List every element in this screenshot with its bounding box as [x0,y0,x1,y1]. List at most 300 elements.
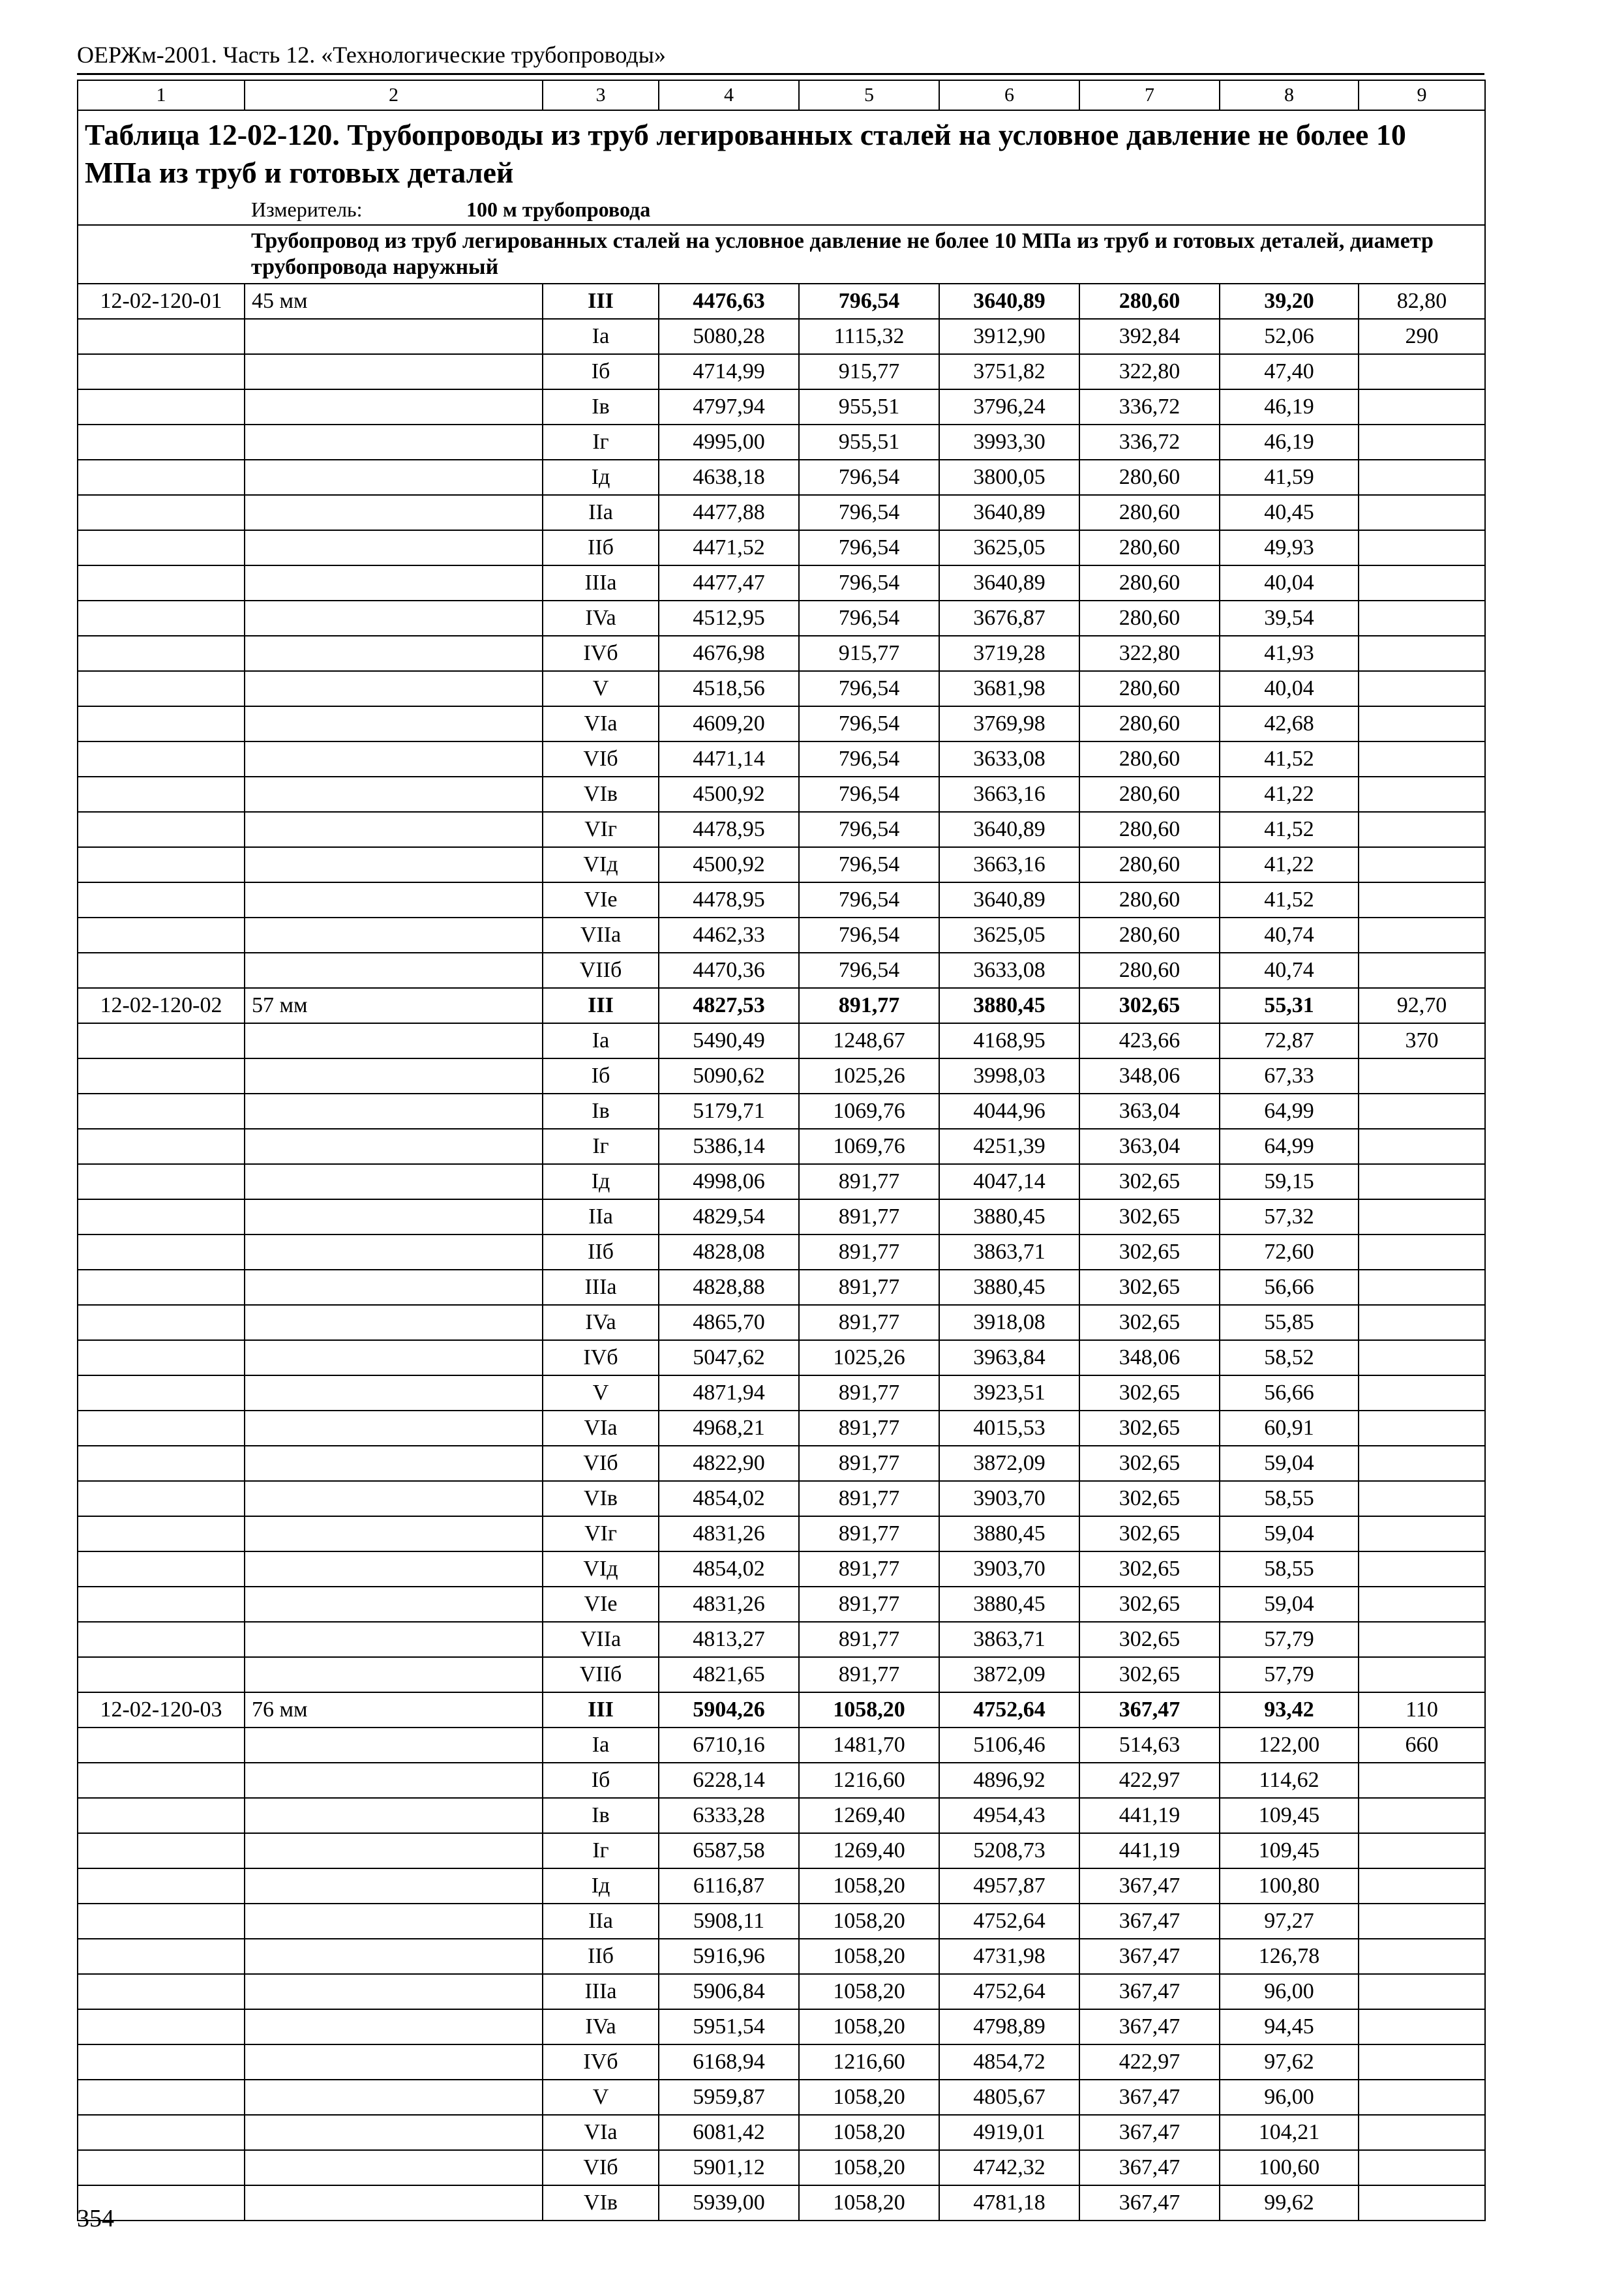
region-zone: Iб [543,1058,659,1094]
labor-hours [1359,2185,1485,2221]
region-zone: IIa [543,1199,659,1234]
labor-cost: 1481,70 [799,1728,939,1763]
total-cost: 6710,16 [659,1728,799,1763]
region-zone: IIIa [543,1974,659,2009]
region-zone: IIIa [543,565,659,601]
machine-cost: 4957,87 [939,1868,1079,1904]
materials-cost: 56,66 [1220,1270,1359,1305]
labor-hours [1359,1058,1485,1094]
region-zone: Iг [543,1129,659,1164]
materials-cost: 41,52 [1220,741,1359,777]
machine-cost: 3880,45 [939,1199,1079,1234]
materials-cost: 104,21 [1220,2115,1359,2150]
total-cost: 4829,54 [659,1199,799,1234]
pipe-diameter [245,2185,543,2221]
table-row [78,882,1485,918]
rate-code [78,2150,245,2185]
machine-cost: 4731,98 [939,1939,1079,1974]
labor-hours [1359,1340,1485,1375]
table-row [78,1763,1485,1798]
machine-cost: 3880,45 [939,1270,1079,1305]
operator-wage: 280,60 [1079,460,1220,495]
rate-code [78,882,245,918]
operator-wage: 302,65 [1079,1551,1220,1587]
region-zone: IVa [543,601,659,636]
labor-hours [1359,460,1485,495]
total-cost: 4518,56 [659,671,799,706]
materials-cost: 109,45 [1220,1833,1359,1868]
total-cost: 5959,87 [659,2080,799,2115]
pipe-diameter [245,1270,543,1305]
materials-cost: 57,32 [1220,1199,1359,1234]
table-row [78,1481,1485,1516]
rate-code [78,460,245,495]
operator-wage: 367,47 [1079,2115,1220,2150]
materials-cost: 47,40 [1220,354,1359,389]
total-cost: 4462,33 [659,918,799,953]
materials-cost: 97,27 [1220,1904,1359,1939]
table-row [78,1798,1485,1833]
region-zone: IVб [543,636,659,671]
table-title-row [78,110,1485,194]
region-zone: III [543,284,659,319]
table-row [78,1340,1485,1375]
total-cost: 6081,42 [659,2115,799,2150]
labor-cost: 796,54 [799,284,939,319]
labor-cost: 796,54 [799,777,939,812]
total-cost: 6168,94 [659,2044,799,2080]
machine-cost: 3681,98 [939,671,1079,706]
operator-wage: 302,65 [1079,1481,1220,1516]
materials-cost: 100,80 [1220,1868,1359,1904]
labor-hours [1359,1622,1485,1657]
rate-code [78,1446,245,1481]
labor-cost: 891,77 [799,1481,939,1516]
table-row [78,284,1485,319]
rate-code [78,847,245,882]
pipe-diameter [245,460,543,495]
table-row [78,1692,1485,1728]
table-row [78,1516,1485,1551]
region-zone: Ia [543,1023,659,1058]
materials-cost: 46,19 [1220,389,1359,425]
rate-code [78,1728,245,1763]
table-row [78,2044,1485,2080]
materials-cost: 59,04 [1220,1446,1359,1481]
rate-code [78,1411,245,1446]
labor-cost: 891,77 [799,1375,939,1411]
total-cost: 4827,53 [659,988,799,1023]
machine-cost: 3918,08 [939,1305,1079,1340]
pipe-diameter [245,1939,543,1974]
table-row [78,495,1485,530]
pipe-diameter [245,882,543,918]
region-zone: VIIб [543,1657,659,1692]
region-zone: IIб [543,1234,659,1270]
region-zone: Iд [543,1164,659,1199]
total-cost: 4821,65 [659,1657,799,1692]
materials-cost: 55,31 [1220,988,1359,1023]
region-zone: Iб [543,1763,659,1798]
table-row [78,1446,1485,1481]
region-zone: IIб [543,1939,659,1974]
header-rule [77,73,1484,75]
region-zone: Iв [543,1798,659,1833]
total-cost: 4828,08 [659,1234,799,1270]
labor-cost: 891,77 [799,1657,939,1692]
labor-cost: 1269,40 [799,1798,939,1833]
operator-wage: 302,65 [1079,1446,1220,1481]
operator-wage: 280,60 [1079,882,1220,918]
pipe-diameter [245,2080,543,2115]
labor-hours [1359,812,1485,847]
operator-wage: 348,06 [1079,1340,1220,1375]
labor-cost: 796,54 [799,812,939,847]
labor-hours [1359,671,1485,706]
operator-wage: 302,65 [1079,1199,1220,1234]
materials-cost: 93,42 [1220,1692,1359,1728]
machine-cost: 4752,64 [939,1904,1079,1939]
table-row [78,425,1485,460]
materials-cost: 96,00 [1220,1974,1359,2009]
machine-cost: 3880,45 [939,1516,1079,1551]
operator-wage: 441,19 [1079,1833,1220,1868]
operator-wage: 302,65 [1079,1657,1220,1692]
region-zone: IVб [543,1340,659,1375]
page-number: 354 [77,2205,114,2232]
column-number: 5 [799,80,939,110]
materials-cost: 58,55 [1220,1551,1359,1587]
operator-wage: 367,47 [1079,1868,1220,1904]
labor-hours [1359,706,1485,741]
labor-cost: 796,54 [799,460,939,495]
pipe-diameter [245,1622,543,1657]
pipe-diameter [245,1446,543,1481]
labor-hours [1359,1904,1485,1939]
rate-code [78,1129,245,1164]
operator-wage: 280,60 [1079,847,1220,882]
operator-wage: 363,04 [1079,1129,1220,1164]
region-zone: Iб [543,354,659,389]
table-row [78,1622,1485,1657]
rate-code [78,1094,245,1129]
labor-cost: 796,54 [799,882,939,918]
labor-cost: 891,77 [799,1164,939,1199]
pipe-diameter [245,2044,543,2080]
materials-cost: 41,93 [1220,636,1359,671]
total-cost: 4854,02 [659,1481,799,1516]
table-row [78,565,1485,601]
labor-hours: 110 [1359,1692,1485,1728]
table-row [78,1411,1485,1446]
pipe-diameter [245,1164,543,1199]
table-row [78,1657,1485,1692]
rate-code [78,1868,245,1904]
pipe-diameter [245,1375,543,1411]
materials-cost: 52,06 [1220,319,1359,354]
labor-cost: 1216,60 [799,1763,939,1798]
materials-cost: 114,62 [1220,1763,1359,1798]
region-zone: VIг [543,1516,659,1551]
region-zone: IVб [543,2044,659,2080]
column-number: 3 [543,80,659,110]
table-row [78,1058,1485,1094]
pipe-diameter: 76 мм [245,1692,543,1728]
labor-hours: 92,70 [1359,988,1485,1023]
region-zone: V [543,671,659,706]
total-cost: 5047,62 [659,1340,799,1375]
machine-cost: 3640,89 [939,565,1079,601]
total-cost: 6116,87 [659,1868,799,1904]
labor-hours: 290 [1359,319,1485,354]
labor-hours [1359,1939,1485,1974]
total-cost: 4813,27 [659,1622,799,1657]
table-row [78,1375,1485,1411]
rate-code [78,530,245,565]
operator-wage: 280,60 [1079,530,1220,565]
machine-cost: 4742,32 [939,2150,1079,2185]
operator-wage: 336,72 [1079,425,1220,460]
total-cost: 4854,02 [659,1551,799,1587]
labor-cost: 891,77 [799,1270,939,1305]
total-cost: 4831,26 [659,1516,799,1551]
total-cost: 4476,63 [659,284,799,319]
labor-hours [1359,1798,1485,1833]
pipe-diameter [245,1058,543,1094]
labor-hours [1359,354,1485,389]
labor-cost: 891,77 [799,988,939,1023]
total-cost: 4471,52 [659,530,799,565]
rate-code [78,1164,245,1199]
labor-cost: 796,54 [799,706,939,741]
pipe-diameter: 45 мм [245,284,543,319]
total-cost: 4478,95 [659,882,799,918]
labor-hours: 82,80 [1359,284,1485,319]
materials-cost: 64,99 [1220,1129,1359,1164]
total-cost: 6228,14 [659,1763,799,1798]
rate-code [78,1939,245,1974]
total-cost: 5939,00 [659,2185,799,2221]
pipe-diameter [245,1728,543,1763]
table-row [78,1868,1485,1904]
pipe-diameter [245,601,543,636]
region-zone: Iв [543,1094,659,1129]
pipe-diameter [245,2150,543,2185]
region-zone: VIб [543,1446,659,1481]
region-zone: Ia [543,1728,659,1763]
table-row [78,2115,1485,2150]
table-description: Трубопровод из труб легированных сталей на условное давление не более 10 МПа из труб и готовых деталей, диаметр трубопровода наружный [245,225,1485,284]
total-cost: 4500,92 [659,847,799,882]
region-zone: Iд [543,460,659,495]
labor-cost: 1058,20 [799,2080,939,2115]
labor-hours [1359,953,1485,988]
machine-cost: 4168,95 [939,1023,1079,1058]
region-zone: VIa [543,2115,659,2150]
labor-hours [1359,1833,1485,1868]
table-row [78,1728,1485,1763]
materials-cost: 55,85 [1220,1305,1359,1340]
total-cost: 4609,20 [659,706,799,741]
pipe-diameter [245,2009,543,2044]
operator-wage: 441,19 [1079,1798,1220,1833]
labor-hours [1359,1375,1485,1411]
materials-cost: 100,60 [1220,2150,1359,2185]
labor-cost: 1115,32 [799,319,939,354]
region-zone: VIa [543,706,659,741]
machine-cost: 3880,45 [939,1587,1079,1622]
labor-hours [1359,918,1485,953]
rate-code [78,354,245,389]
labor-hours [1359,1481,1485,1516]
labor-cost: 1269,40 [799,1833,939,1868]
operator-wage: 302,65 [1079,1270,1220,1305]
rate-code [78,389,245,425]
operator-wage: 280,60 [1079,741,1220,777]
pipe-diameter [245,1234,543,1270]
labor-hours [1359,389,1485,425]
materials-cost: 58,55 [1220,1481,1359,1516]
region-zone: VIe [543,882,659,918]
table-row [78,354,1485,389]
column-number: 6 [939,80,1079,110]
materials-cost: 94,45 [1220,2009,1359,2044]
machine-cost: 4047,14 [939,1164,1079,1199]
operator-wage: 422,97 [1079,1763,1220,1798]
materials-cost: 122,00 [1220,1728,1359,1763]
labor-hours [1359,1657,1485,1692]
materials-cost: 40,04 [1220,565,1359,601]
machine-cost: 3640,89 [939,882,1079,918]
column-number: 1 [78,80,245,110]
machine-cost: 3640,89 [939,284,1079,319]
pipe-diameter [245,1974,543,2009]
labor-hours [1359,2150,1485,2185]
labor-hours: 660 [1359,1728,1485,1763]
table-row [78,530,1485,565]
rate-code [78,1234,245,1270]
total-cost: 4477,88 [659,495,799,530]
operator-wage: 367,47 [1079,1904,1220,1939]
table-row [78,1587,1485,1622]
region-zone: VIIб [543,953,659,988]
machine-cost: 3633,08 [939,953,1079,988]
rate-code [78,1023,245,1058]
table-row [78,847,1485,882]
materials-cost: 39,20 [1220,284,1359,319]
pipe-diameter [245,1340,543,1375]
rate-code [78,319,245,354]
table-row [78,1551,1485,1587]
materials-cost: 57,79 [1220,1657,1359,1692]
labor-cost: 891,77 [799,1551,939,1587]
labor-hours [1359,1164,1485,1199]
region-zone: VIв [543,1481,659,1516]
machine-cost: 4251,39 [939,1129,1079,1164]
pipe-diameter [245,1587,543,1622]
materials-cost: 97,62 [1220,2044,1359,2080]
materials-cost: 46,19 [1220,425,1359,460]
pipe-diameter [245,636,543,671]
rate-code [78,601,245,636]
region-zone: V [543,2080,659,2115]
labor-cost: 891,77 [799,1587,939,1622]
rate-code [78,1270,245,1305]
region-zone: VIг [543,812,659,847]
machine-cost: 4919,01 [939,2115,1079,2150]
pipe-diameter [245,319,543,354]
region-zone: Iг [543,1833,659,1868]
pipe-diameter [245,1094,543,1129]
materials-cost: 41,52 [1220,812,1359,847]
machine-cost: 3863,71 [939,1622,1079,1657]
labor-hours [1359,2115,1485,2150]
machine-cost: 3640,89 [939,495,1079,530]
machine-cost: 3903,70 [939,1551,1079,1587]
rate-code [78,636,245,671]
rate-code: 12-02-120-03 [78,1692,245,1728]
total-cost: 5179,71 [659,1094,799,1129]
labor-hours [1359,1868,1485,1904]
table-row [78,988,1485,1023]
labor-cost: 1058,20 [799,2009,939,2044]
machine-cost: 4044,96 [939,1094,1079,1129]
machine-cost: 3625,05 [939,918,1079,953]
pipe-diameter [245,1657,543,1692]
rate-code [78,1305,245,1340]
machine-cost: 4015,53 [939,1411,1079,1446]
pipe-diameter [245,1868,543,1904]
operator-wage: 280,60 [1079,671,1220,706]
pipe-diameter [245,425,543,460]
rate-code [78,1974,245,2009]
rate-code [78,1763,245,1798]
materials-cost: 40,04 [1220,671,1359,706]
pipe-diameter [245,953,543,988]
operator-wage: 302,65 [1079,1516,1220,1551]
materials-cost: 109,45 [1220,1798,1359,1833]
pipe-diameter [245,741,543,777]
region-zone: VIIa [543,1622,659,1657]
operator-wage: 423,66 [1079,1023,1220,1058]
labor-hours [1359,1587,1485,1622]
rate-code [78,741,245,777]
table-row [78,1199,1485,1234]
machine-cost: 3663,16 [939,777,1079,812]
rate-code [78,1622,245,1657]
labor-cost: 1216,60 [799,2044,939,2080]
table-row [78,1904,1485,1939]
machine-cost: 3663,16 [939,847,1079,882]
rate-code [78,671,245,706]
rate-code [78,425,245,460]
labor-cost: 1058,20 [799,1692,939,1728]
machine-cost: 3800,05 [939,460,1079,495]
machine-cost: 4798,89 [939,2009,1079,2044]
materials-cost: 41,59 [1220,460,1359,495]
labor-cost: 915,77 [799,354,939,389]
labor-cost: 1058,20 [799,1868,939,1904]
machine-cost: 3998,03 [939,1058,1079,1094]
machine-cost: 4954,43 [939,1798,1079,1833]
machine-cost: 3923,51 [939,1375,1079,1411]
operator-wage: 348,06 [1079,1058,1220,1094]
labor-cost: 891,77 [799,1516,939,1551]
total-cost: 4676,98 [659,636,799,671]
pipe-diameter: 57 мм [245,988,543,1023]
meter-label: Измеритель: [251,197,363,221]
labor-hours [1359,1763,1485,1798]
